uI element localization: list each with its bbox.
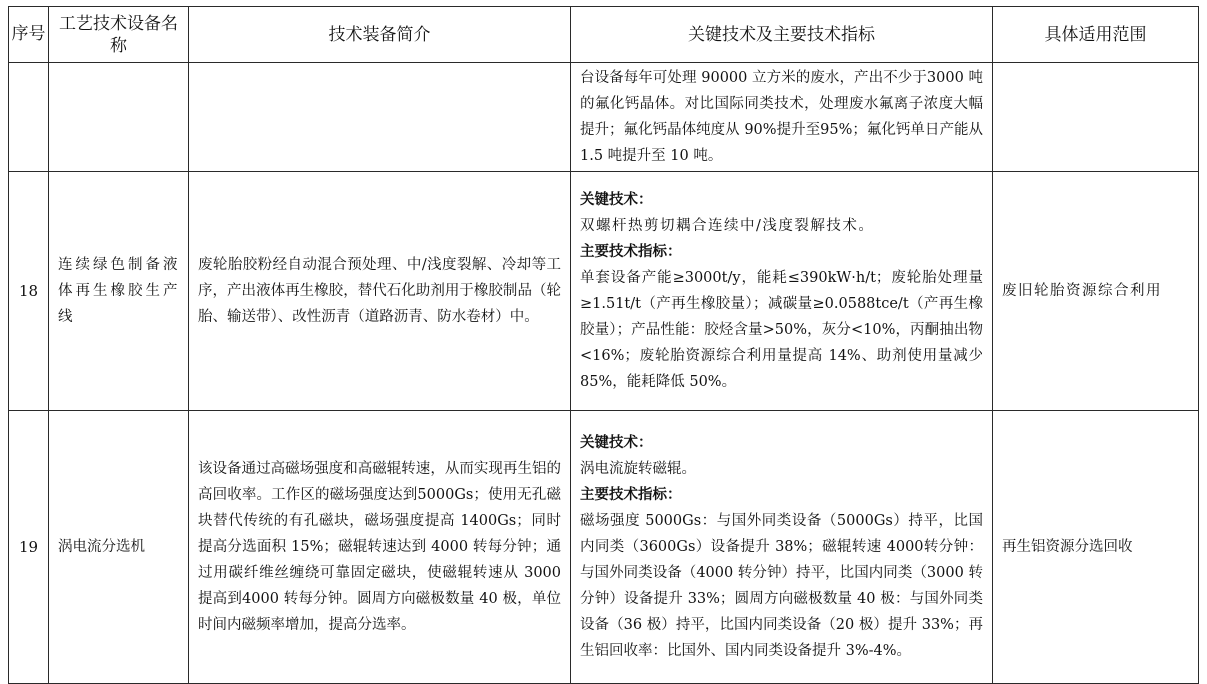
equipment-table — [8, 6, 1199, 684]
key-tech-text: 涡电流旋转磁辊。 — [580, 461, 696, 477]
row-name — [49, 63, 189, 172]
row-key-tech — [571, 63, 993, 172]
header-scope: 具体适用范围 — [993, 7, 1199, 63]
key-tech-label: 关键技术： — [580, 191, 653, 208]
row-scope — [993, 63, 1199, 172]
indicators-text: 磁场强度 5000Gs：与国外同类设备（5000Gs）持平，比国内同类（3600Gs）设备提升 38%；磁辊转速 4000转分钟：与国外同类设备（4000 转分钟）持平，比国内同类（3000 转分钟）设备提升 33%；圆周方向磁极数量 40 极：与国外同类设备（36 极）持平，比国内同类设备（20 极）提升 33%；再生铝回收率：比国外、国内同类设备提升 3%-4%。 — [580, 513, 983, 659]
header-index: 序号 — [9, 7, 49, 63]
indicators-label: 主要技术指标： — [580, 243, 682, 260]
table-header-row — [9, 7, 1199, 63]
header-name: 工艺技术设备名称 — [49, 7, 189, 63]
header-key-tech: 关键技术及主要技术指标 — [571, 7, 993, 63]
row-intro: 废轮胎胶粉经自动混合预处理、中/浅度裂解、冷却等工序，产出液体再生橡胶，替代石化助剂用于橡胶制品（轮胎、输送带）、改性沥青（道路沥青、防水卷材）中。 — [189, 172, 571, 411]
row-intro — [189, 63, 571, 172]
row-name: 涡电流分选机 — [49, 411, 189, 684]
row-index: 18 — [9, 172, 49, 411]
row-name: 连续绿色制备液体再生橡胶生产线 — [49, 172, 189, 411]
row-scope: 废旧轮胎资源综合利用 — [993, 172, 1199, 411]
table-row — [9, 172, 1199, 411]
document-page — [8, 6, 1198, 684]
key-tech-label: 关键技术： — [580, 434, 653, 451]
table-row — [9, 411, 1199, 684]
row-scope: 再生铝资源分选回收 — [993, 411, 1199, 684]
row-key-tech — [571, 411, 993, 684]
row-index: 19 — [9, 411, 49, 684]
row-index — [9, 63, 49, 172]
row-intro: 该设备通过高磁场强度和高磁辊转速，从而实现再生铝的高回收率。工作区的磁场强度达到5000Gs；使用无孔磁块替代传统的有孔磁块，磁场强度提高 1400Gs；同时提高分选面积 15%；磁辊转速达到 4000 转每分钟；通过用碳纤维丝缠绕可靠固定磁块，使磁辊转速从 3000 提高到4000 转每分钟。圆周方向磁极数量 40 极，单位时间内磁频率增加，提高分选率。 — [189, 411, 571, 684]
key-tech-continued-text: 台设备每年可处理 90000 立方米的废水，产出不少于3000 吨的氟化钙晶体。对比国际同类技术，处理废水氟离子浓度大幅提升；氟化钙晶体纯度从 90%提升至95%；氟化钙单日产能从 1.5 吨提升至 10 吨。 — [580, 70, 983, 164]
header-intro: 技术装备简介 — [189, 7, 571, 63]
table-row — [9, 63, 1199, 172]
row-key-tech — [571, 172, 993, 411]
key-tech-text: 双螺杆热剪切耦合连续中/浅度裂解技术。 — [580, 218, 875, 234]
indicators-label: 主要技术指标： — [580, 486, 682, 503]
indicators-text: 单套设备产能≥3000t/y，能耗≤390kW·h/t；废轮胎处理量≥1.51t/t（产再生橡胶量）；减碳量≥0.0588tce/t（产再生橡胶量）；产品性能：胶烃含量>50%，灰分<10%，丙酮抽出物<16%；废轮胎资源综合利用量提高 14%、助剂使用量减少 85%，能耗降低 50%。 — [580, 270, 983, 390]
